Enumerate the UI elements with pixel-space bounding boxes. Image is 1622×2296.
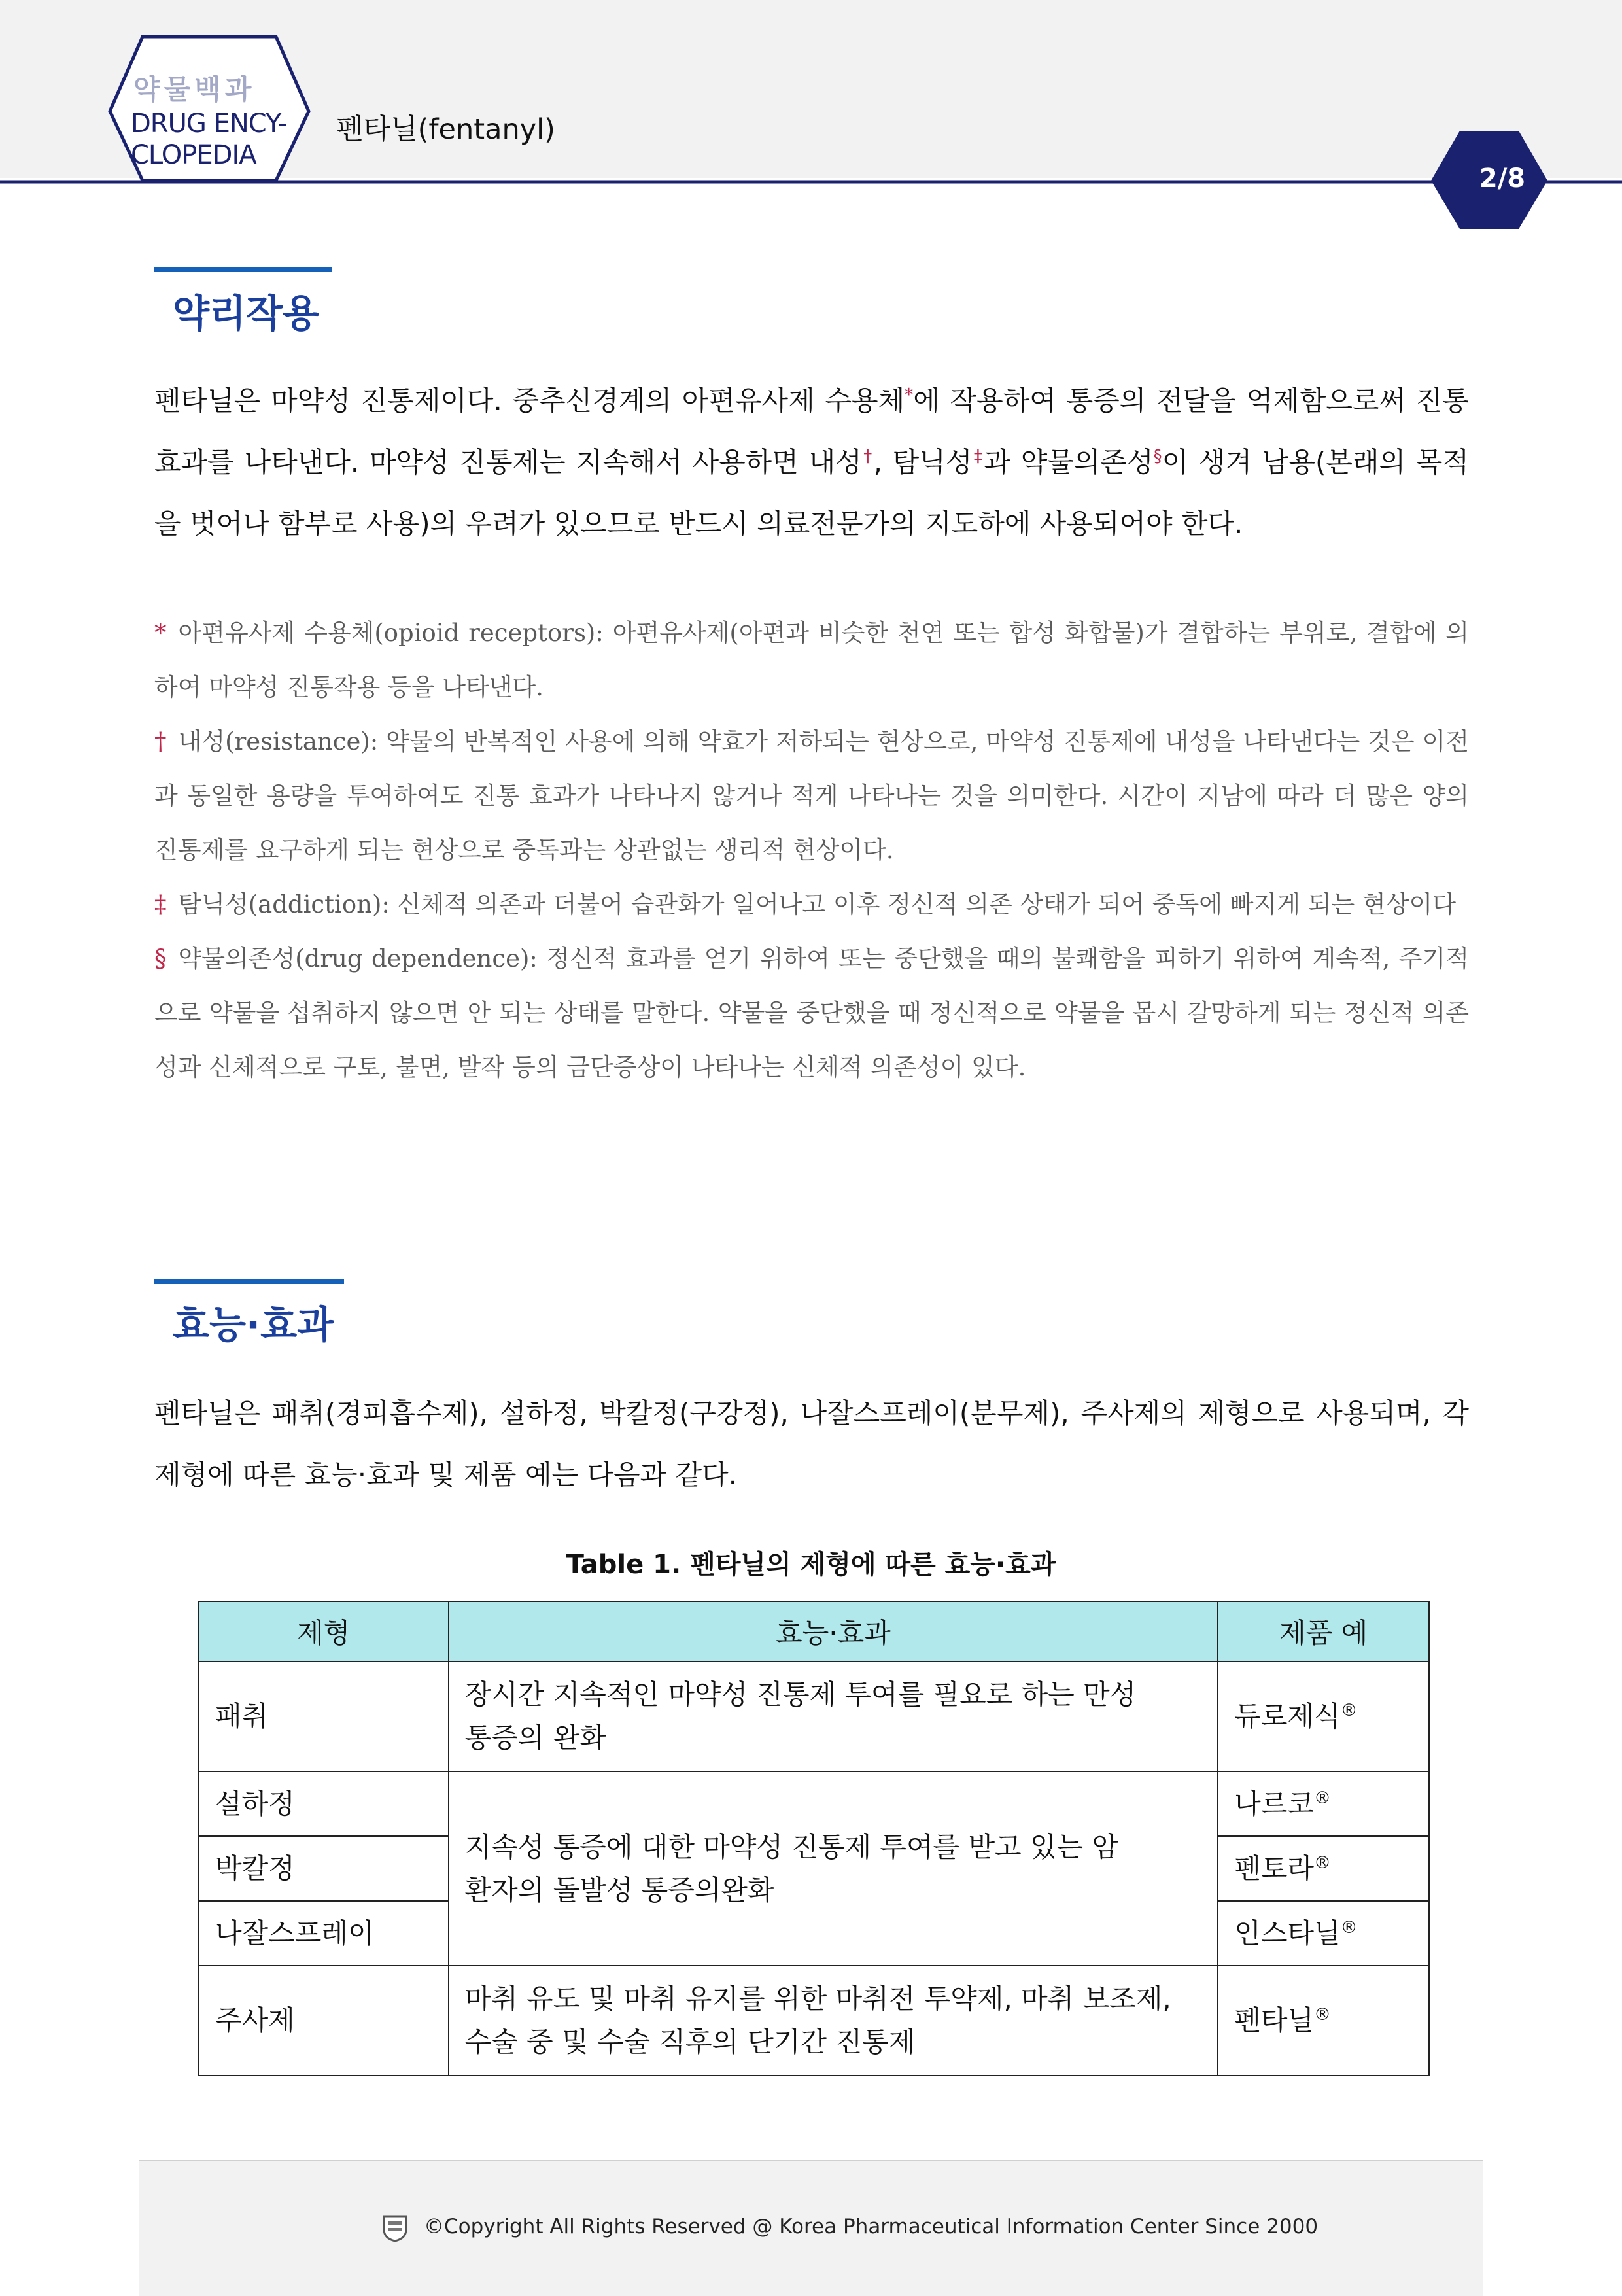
header-product: 제품 예	[1218, 1601, 1429, 1661]
section1-bar	[154, 267, 332, 272]
cell-product	[1218, 1661, 1429, 1771]
section2-bar	[154, 1279, 344, 1284]
registered-mark: ®	[1340, 1701, 1358, 1720]
text-run: 이 생겨 남용(본래의 목적을 벗어나 함부로 사용)의 우려가 있으므로 반드시 의료전문가의 지도하에 사용되어야 한다.	[154, 446, 1470, 540]
footnote	[154, 714, 1469, 877]
emblem-icon	[381, 2214, 409, 2242]
copyright-text: ©Copyright All Rights Reserved @ Korea Pharmaceutical Information Center Since 2000	[424, 2215, 1319, 2238]
effect-line: 수술 중 및 수술 직후의 단기간 진통제	[464, 2026, 916, 2058]
cell-form: 박칼정	[199, 1836, 449, 1901]
footnotes	[154, 606, 1469, 1094]
footnote	[154, 877, 1469, 931]
table-row	[199, 1966, 1429, 2076]
header-form: 제형	[199, 1601, 449, 1661]
effect-line: 통증의 완화	[464, 1722, 606, 1754]
header-effect: 효능·효과	[449, 1601, 1218, 1661]
logo-english-line1: DRUG ENCY-	[131, 109, 287, 139]
cell-effect-merged	[449, 1771, 1218, 1966]
table-header-row	[199, 1601, 1429, 1661]
footnote-mark: *	[905, 385, 914, 405]
footnote-text: 내성(resistance): 약물의 반복적인 사용에 의해 약효가 저하되는 현상으로, 마약성 진통제에 내성을 나타낸다는 것은 이전과 동일한 용량을 투여하여도 진통 효과가 나타나지 않거나 적게 나타나는 것을 의미한다. 시간이 지남에 따라 더 많은 양의 진통제를 요구하게 되는 현상으로 중독과는 상관없는 생리적 현상이다.	[154, 727, 1469, 864]
formulation-table	[198, 1601, 1430, 2076]
product-name: 듀로제식	[1234, 1700, 1341, 1732]
product-name: 펜타닐	[1234, 2004, 1314, 2036]
footnote-mark: †	[861, 447, 874, 466]
section1-paragraph	[154, 370, 1469, 555]
logo-korean: 약물백과	[133, 73, 256, 105]
document-title: 펜타닐(fentanyl)	[336, 113, 555, 146]
footnote-text: 약물의존성(drug dependence): 정신적 효과를 얻기 위하여 또는 중단했을 때의 불쾌함을 피하기 위하여 계속적, 주기적으로 약물을 섭취하지 않으면 안 되는 상태를 말한다. 약물을 중단했을 때 정신적으로 약물을 몹시 갈망하게 되는 정신적 의존성과 신체적으로 구토, 불면, 발작 등의 금단증상이 나타나는 신체적 의존성이 있다.	[154, 945, 1469, 1081]
table-caption: Table 1. 펜타닐의 제형에 따른 효능·효과	[566, 1550, 1056, 1580]
section2-title: 효능·효과	[173, 1302, 334, 1347]
cell-product	[1218, 1901, 1429, 1966]
footnote-text: 탐닉성(addiction): 신체적 의존과 더불어 습관화가 일어나고 이후 정신적 의존 상태가 되어 중독에 빠지게 되는 현상이다	[178, 890, 1456, 918]
section1-title: 약리작용	[173, 291, 320, 336]
cell-form: 주사제	[199, 1966, 449, 2076]
footnote-mark: ‡	[154, 890, 167, 918]
registered-mark: ®	[1313, 2005, 1331, 2025]
effect-line: 장시간 지속적인 마약성 진통제 투여를 필요로 하는 만성	[464, 1679, 1137, 1711]
footnote-mark: ‡	[972, 447, 984, 466]
footnote	[154, 606, 1469, 714]
footnote-mark: §	[1153, 447, 1162, 466]
effect-line: 마취 유도 및 마취 유지를 위한 마취전 투약제, 마취 보조제,	[464, 1983, 1171, 2015]
table-row	[199, 1661, 1429, 1771]
footnote-mark: §	[154, 945, 167, 973]
table-row	[199, 1771, 1429, 1836]
text-run: , 탐닉성	[873, 446, 973, 478]
cell-form: 패취	[199, 1661, 449, 1771]
section2-paragraph: 펜타닐은 패취(경피흡수제), 설하정, 박칼정(구강정), 나잘스프레이(분무제), 주사제의 제형으로 사용되며, 각 제형에 따른 효능·효과 및 제품 예는 다음과 같다.	[154, 1397, 1469, 1491]
effect-line: 환자의 돌발성 통증의완화	[464, 1873, 774, 1906]
cell-product	[1218, 1771, 1429, 1836]
text-run: 에 작용하여 통증의 전달을 억제함으로써 진통 효과를 나타낸다. 마약성 진통제는 지속해서 사용하면 내성	[154, 385, 1470, 478]
cell-product	[1218, 1836, 1429, 1901]
product-name: 인스타닐	[1234, 1917, 1341, 1949]
page-number: 2/8	[1479, 164, 1526, 194]
footnote-text: 아편유사제 수용체(opioid receptors): 아편유사제(아편과 비슷한 천연 또는 합성 화합물)가 결합하는 부위로, 결합에 의하여 마약성 진통작용 등을 나타낸다.	[154, 619, 1469, 701]
registered-mark: ®	[1313, 1788, 1331, 1808]
cell-form: 나잘스프레이	[199, 1901, 449, 1966]
footnote-mark: †	[154, 727, 167, 756]
product-name: 나르코	[1234, 1787, 1314, 1820]
registered-mark: ®	[1340, 1917, 1358, 1938]
effect-line: 지속성 통증에 대한 마약성 진통제 투여를 받고 있는 암	[464, 1830, 1119, 1863]
cell-effect	[449, 1661, 1218, 1771]
product-name: 펜토라	[1234, 1852, 1314, 1885]
cell-form: 설하정	[199, 1771, 449, 1836]
footnote	[154, 931, 1469, 1094]
logo-english-line2: CLOPEDIA	[131, 140, 256, 170]
cell-product	[1218, 1966, 1429, 2076]
registered-mark: ®	[1313, 1852, 1331, 1873]
cell-effect	[449, 1966, 1218, 2076]
footnote-mark: *	[154, 619, 167, 647]
text-run: 펜타닐은 마약성 진통제이다. 중추신경계의 아편유사제 수용체	[154, 385, 905, 417]
text-run: 과 약물의존성	[984, 446, 1154, 478]
